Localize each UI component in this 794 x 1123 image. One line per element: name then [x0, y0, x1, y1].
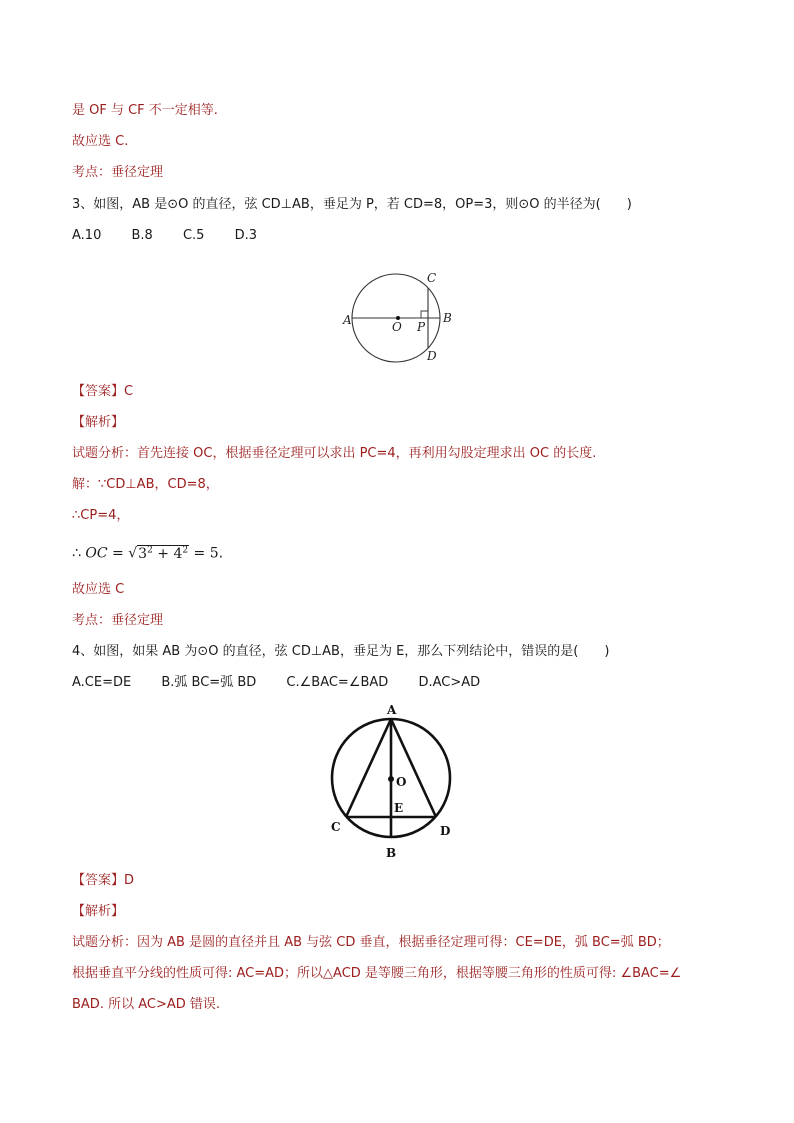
term-base: 3 [138, 545, 148, 562]
option-b: B.8 [131, 228, 153, 243]
option-d: D.AC>AD [418, 675, 481, 690]
text-line: 故应选 C. [72, 134, 129, 149]
option-a: A.CE=DE [72, 675, 132, 690]
circle-figure-2 [320, 700, 460, 862]
analysis-label: 【解析】 [72, 415, 125, 430]
option-b: B.弧 BC=弧 BD [161, 675, 257, 690]
circle-figure-1 [336, 262, 466, 368]
option-c: C.5 [182, 228, 205, 243]
label-c: C [427, 271, 437, 285]
answer-label: 【答案】C [72, 384, 134, 399]
option-a: A.10 [72, 228, 102, 243]
text-line: 故应选 C [72, 582, 125, 597]
center-dot [388, 776, 394, 782]
text-line: 考点：垂径定理 [72, 165, 164, 180]
label-a: A [343, 313, 352, 327]
answer-label: 【答案】D [72, 873, 135, 888]
right-angle-mark [421, 311, 428, 318]
analysis-text: 解：∵CD⊥AB，CD=8， [72, 477, 219, 492]
analysis-text: BAD. 所以 AC>AD 错误. [72, 997, 221, 1012]
formula-result: = 5 [193, 545, 219, 562]
label-o: O [392, 320, 402, 334]
option-c: C.∠BAC=∠BAD [286, 675, 389, 690]
analysis-label: 【解析】 [72, 904, 125, 919]
text-line: 考点：垂径定理 [72, 613, 164, 628]
formula-lhs: OC [85, 545, 108, 562]
label-d: D [427, 349, 437, 363]
therefore-symbol: ∴ [72, 545, 81, 562]
radicand [137, 545, 189, 562]
analysis-text: 根据垂直平分线的性质可得: AC=AD；所以△ACD 是等腰三角形，根据等腰三角形的性质可得: ∠BAC=∠ [72, 966, 682, 981]
label-b: B [386, 846, 397, 860]
label-o: O [396, 775, 407, 789]
term-base: 4 [173, 545, 183, 562]
analysis-text: 试题分析：因为 AB 是圆的直径并且 AB 与弦 CD 垂直，根据垂径定理可得：CE=DE，弧 BC=弧 BD； [72, 935, 670, 950]
analysis-text: ∴CP=4， [72, 508, 130, 523]
analysis-text: 试题分析：首先连接 OC，根据垂径定理可以求出 PC=4，再利用勾股定理求出 OC 的长度. [72, 446, 597, 461]
question-3-options [72, 227, 283, 245]
label-a: A [387, 703, 397, 717]
question-4-options [72, 674, 506, 692]
option-d: D.3 [234, 228, 257, 243]
term-exp: 2 [182, 545, 189, 555]
label-p: P [417, 320, 426, 334]
label-b: B [443, 311, 452, 325]
label-d: D [440, 824, 451, 838]
formula-end: . [218, 545, 224, 562]
sqrt-sign: √ [128, 545, 138, 562]
term-exp: 2 [147, 545, 153, 555]
plus-sign: + [157, 545, 169, 562]
formula-oc [72, 541, 223, 563]
text-line: 是 OF 与 CF 不一定相等. [72, 103, 218, 118]
question-3-stem: 3、如图，AB 是⊙O 的直径，弦 CD⊥AB，垂足为 P，若 CD=8，OP=3，则⊙O 的半径为( ) [72, 197, 632, 212]
question-4-stem: 4、如图，如果 AB 为⊙O 的直径，弦 CD⊥AB，垂足为 E，那么下列结论中，错误的是( ) [72, 644, 610, 659]
formula-eq: = [112, 545, 124, 562]
label-e: E [394, 801, 404, 815]
label-c: C [331, 820, 341, 834]
